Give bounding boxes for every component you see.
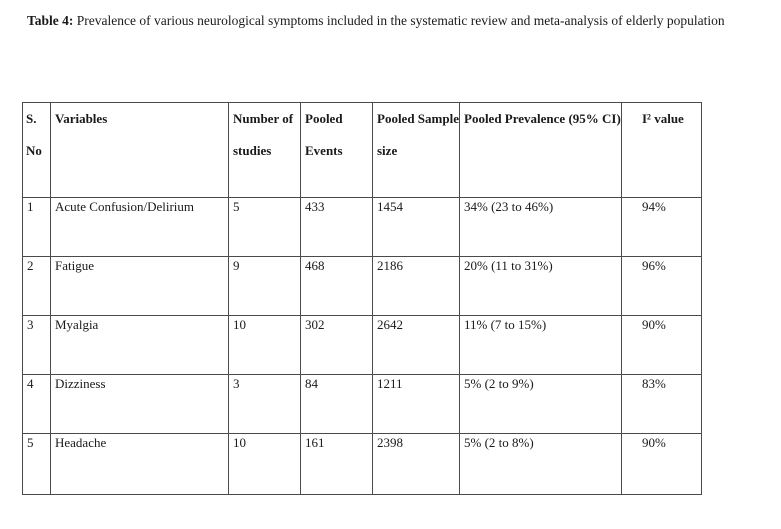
- table-caption: [27, 5, 772, 37]
- cell-studies: 9: [229, 257, 301, 316]
- header-sample: Pooled Sample size: [373, 103, 460, 198]
- header-variables: Variables: [51, 103, 229, 198]
- cell-events: 468: [301, 257, 373, 316]
- cell-sno: 5: [23, 434, 51, 495]
- cell-prevalence: 5% (2 to 9%): [460, 375, 622, 434]
- cell-i2: 94%: [622, 198, 702, 257]
- table-row: [23, 434, 702, 495]
- cell-i2: 96%: [622, 257, 702, 316]
- table-row: [23, 198, 702, 257]
- table-row: [23, 375, 702, 434]
- header-i2: I² value: [622, 103, 702, 198]
- table-row: [23, 257, 702, 316]
- cell-sno: 2: [23, 257, 51, 316]
- cell-variable: Myalgia: [51, 316, 229, 375]
- cell-sno: 1: [23, 198, 51, 257]
- cell-events: 302: [301, 316, 373, 375]
- cell-studies: 5: [229, 198, 301, 257]
- table-row: [23, 316, 702, 375]
- cell-variable: Headache: [51, 434, 229, 495]
- cell-sample: 2642: [373, 316, 460, 375]
- prevalence-table: [22, 102, 702, 495]
- table-header-row: [23, 103, 702, 198]
- header-sno: S. No: [23, 103, 51, 198]
- cell-studies: 3: [229, 375, 301, 434]
- cell-prevalence: 5% (2 to 8%): [460, 434, 622, 495]
- header-studies: Number of studies: [229, 103, 301, 198]
- cell-studies: 10: [229, 434, 301, 495]
- cell-prevalence: 11% (7 to 15%): [460, 316, 622, 375]
- cell-variable: Acute Confusion/Delirium: [51, 198, 229, 257]
- cell-sno: 4: [23, 375, 51, 434]
- cell-sample: 1211: [373, 375, 460, 434]
- caption-label: Table 4:: [27, 13, 74, 28]
- header-events: Pooled Events: [301, 103, 373, 198]
- cell-events: 433: [301, 198, 373, 257]
- cell-variable: Fatigue: [51, 257, 229, 316]
- cell-events: 161: [301, 434, 373, 495]
- cell-sample: 2186: [373, 257, 460, 316]
- cell-sample: 1454: [373, 198, 460, 257]
- cell-i2: 90%: [622, 316, 702, 375]
- cell-studies: 10: [229, 316, 301, 375]
- cell-i2: 90%: [622, 434, 702, 495]
- cell-sno: 3: [23, 316, 51, 375]
- cell-i2: 83%: [622, 375, 702, 434]
- cell-prevalence: 20% (11 to 31%): [460, 257, 622, 316]
- cell-variable: Dizziness: [51, 375, 229, 434]
- caption-text: Prevalence of various neurological symptoms included in the systematic review and meta-analysis of elderly population: [73, 13, 725, 28]
- cell-events: 84: [301, 375, 373, 434]
- header-prevalence: Pooled Prevalence (95% CI): [460, 103, 622, 198]
- cell-prevalence: 34% (23 to 46%): [460, 198, 622, 257]
- cell-sample: 2398: [373, 434, 460, 495]
